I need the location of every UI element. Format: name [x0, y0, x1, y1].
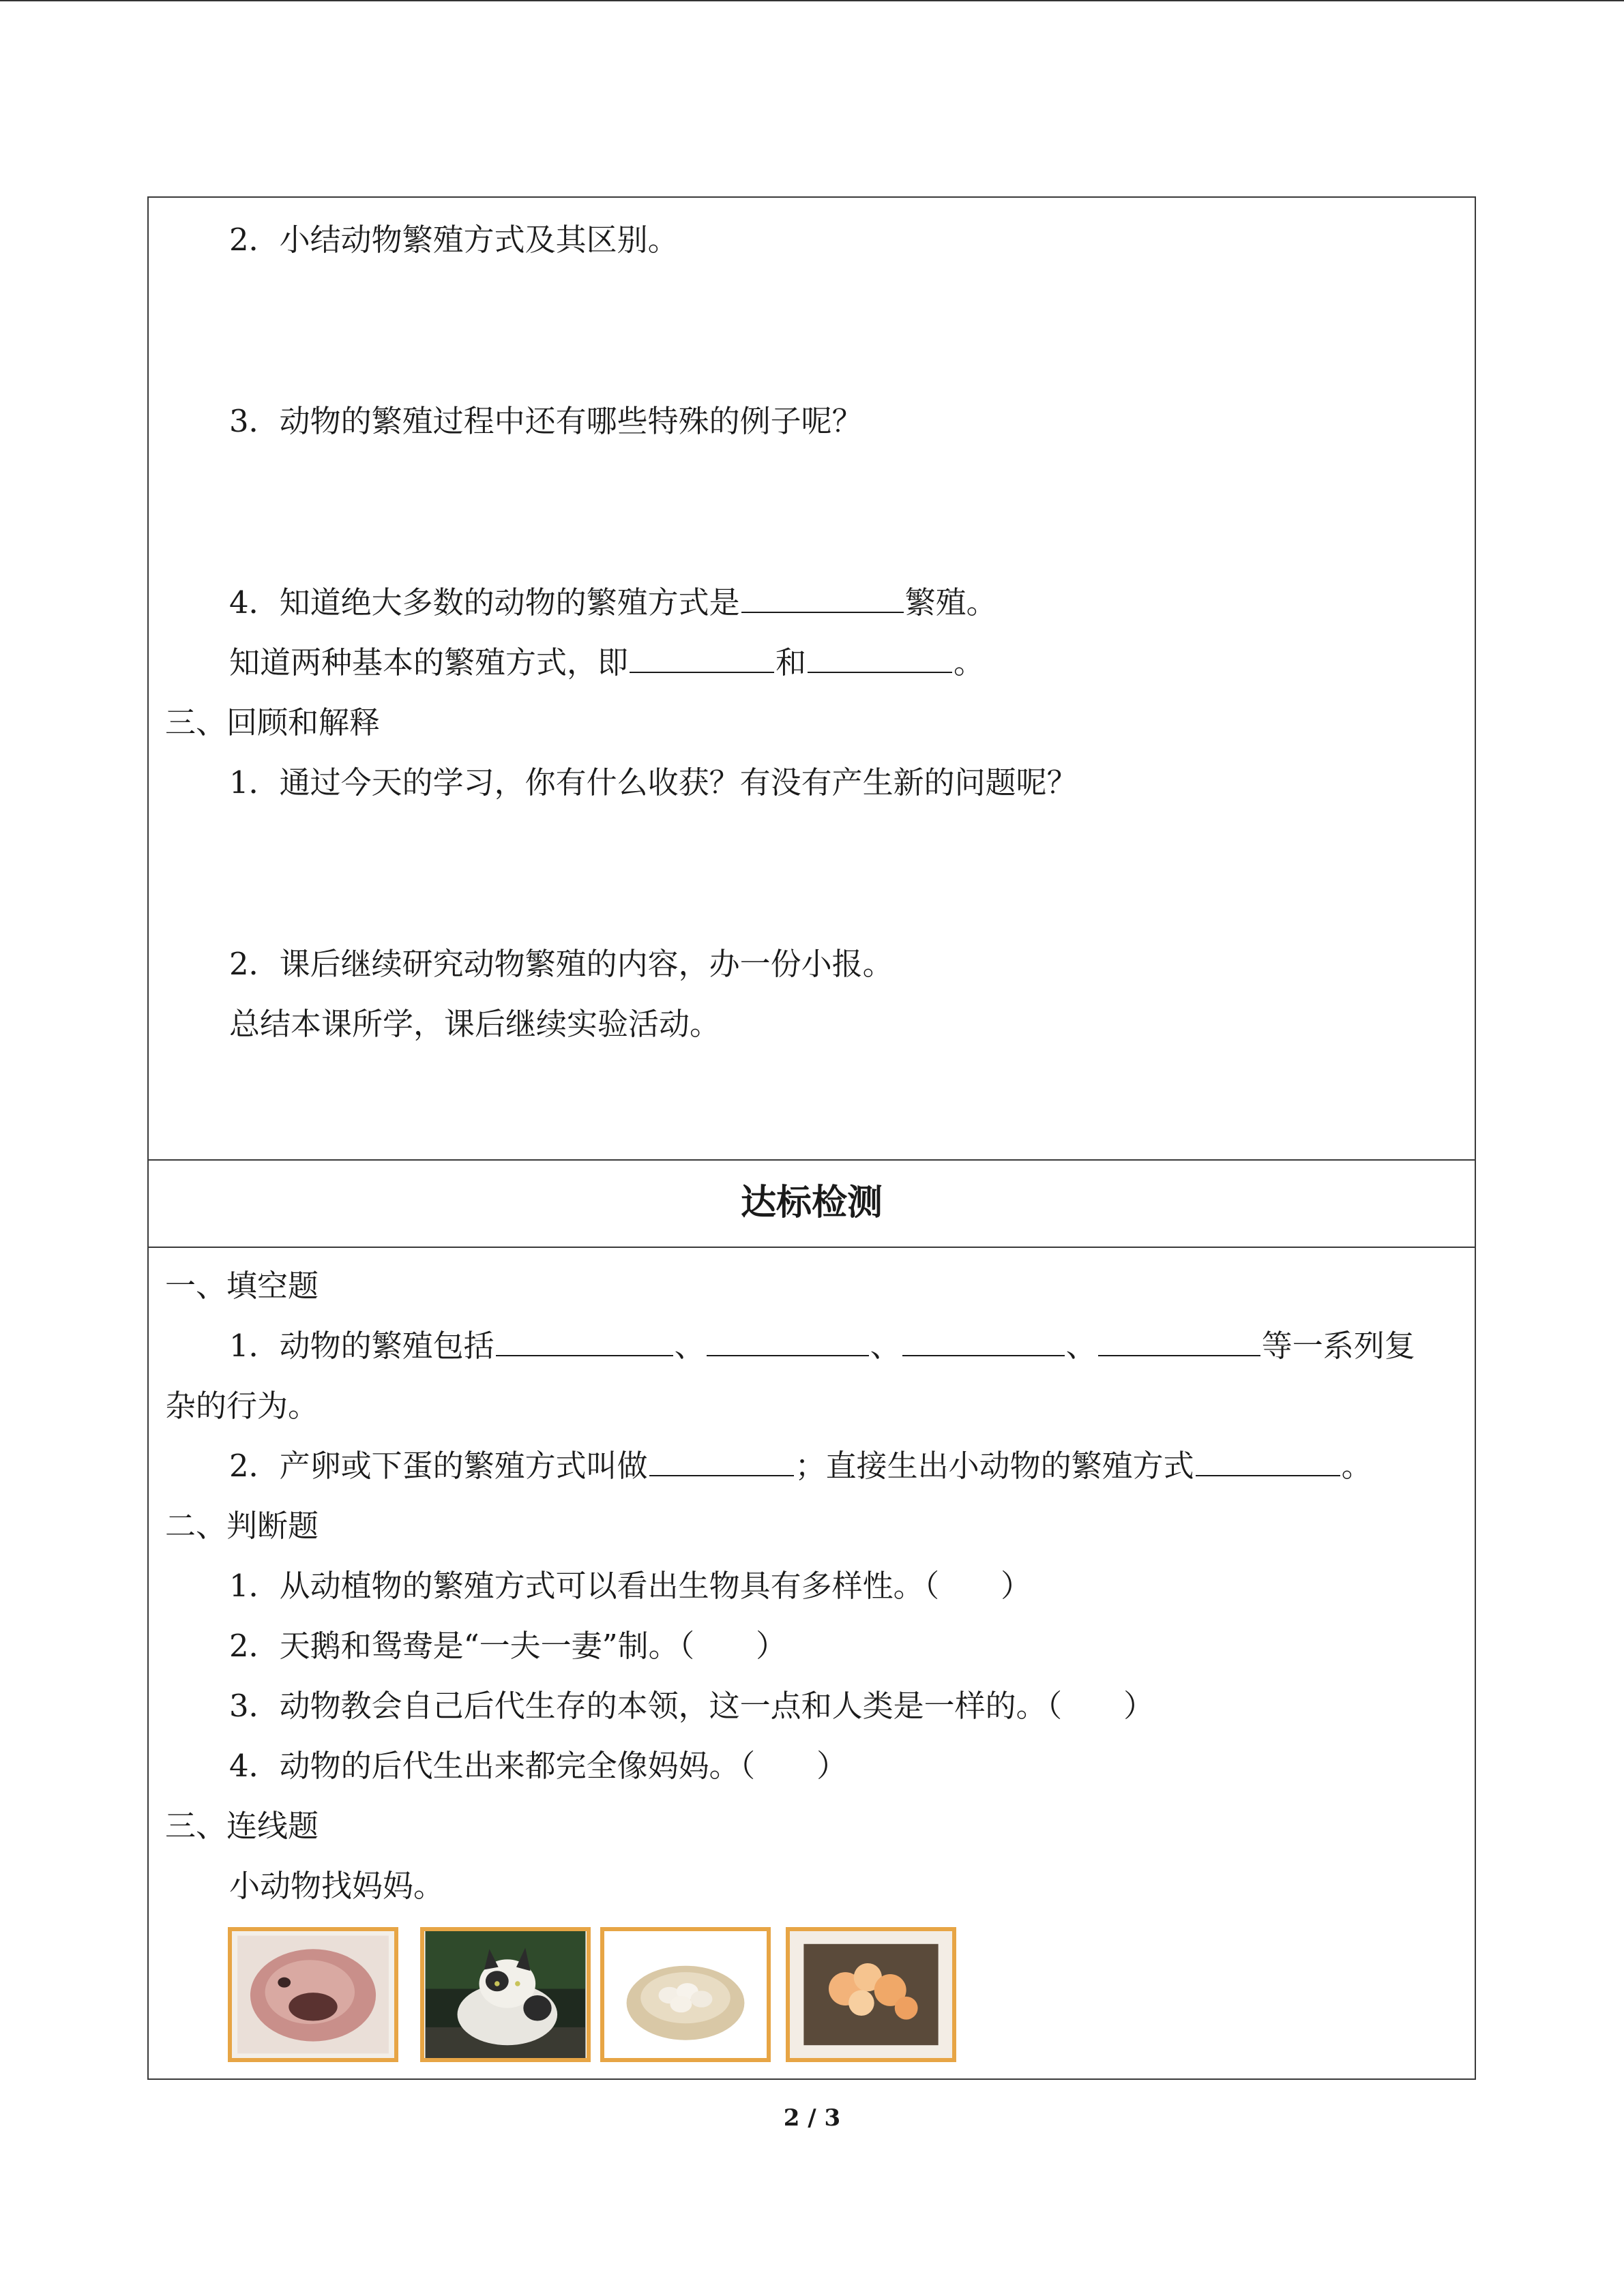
- answer-blank[interactable]: [1196, 1448, 1340, 1476]
- fill-question-1-line2: 杂的行为。: [165, 1388, 319, 1424]
- answer-blank[interactable]: [902, 1328, 1065, 1356]
- worksheet-table: [147, 196, 1476, 2080]
- answer-blank[interactable]: [630, 644, 774, 673]
- separator: 、: [870, 1328, 901, 1364]
- q4-text-b: 繁殖。: [904, 584, 997, 621]
- fill-heading: 一、填空题: [165, 1268, 319, 1304]
- separator: 、: [1065, 1328, 1097, 1364]
- q4-text-d: 和: [776, 644, 807, 681]
- piglet-photo: [228, 1927, 398, 2062]
- table-divider: [149, 1159, 1475, 1161]
- match-heading: 三、连线题: [165, 1808, 319, 1844]
- nest-image-icon: [604, 1931, 767, 2058]
- q4-text-e: 。: [954, 644, 985, 681]
- fill-q2-text-a: 2．产卵或下蛋的繁殖方式叫做: [229, 1448, 648, 1484]
- judge-question-1: 1．从动植物的繁殖方式可以看出生物具有多样性。（ ）: [229, 1568, 1032, 1604]
- part3-question-1: 1．通过今天的学习，你有什么收获？有没有产生新的问题呢？: [229, 764, 1078, 801]
- part3-heading: 三、回顾和解释: [165, 704, 381, 741]
- match-prompt: 小动物找妈妈。: [229, 1868, 445, 1904]
- fill-q1-text-b: 等一系列复: [1261, 1328, 1415, 1364]
- page-number: 2 / 3: [783, 2104, 841, 2132]
- part1-question-3: 3．动物的繁殖过程中还有哪些特殊的例子呢？: [229, 403, 863, 439]
- fill-question-1: [229, 1326, 1415, 1367]
- answer-blank[interactable]: [741, 584, 904, 613]
- judge-heading: 二、判断题: [165, 1508, 319, 1544]
- part1-question-4-line2: [229, 642, 984, 683]
- fill-q1-text-a: 1．动物的繁殖包括: [229, 1328, 494, 1364]
- answer-blank[interactable]: [649, 1448, 794, 1476]
- section-title: 达标检测: [740, 1182, 883, 1223]
- table-divider: [149, 1247, 1475, 1248]
- spawn-image-icon: [790, 1931, 952, 2058]
- judge-question-2: 2．天鹅和鸳鸯是“一夫一妻”制。（ ）: [229, 1628, 787, 1664]
- fill-q2-text-b: ；直接生出小动物的繁殖方式: [795, 1448, 1194, 1484]
- part3-question-2: 2．课后继续研究动物繁殖的内容，办一份小报。: [229, 946, 894, 982]
- judge-question-3: 3．动物教会自己后代生存的本领，这一点和人类是一样的。（ ）: [229, 1688, 1155, 1724]
- part1-question-2: 2．小结动物繁殖方式及其区别。: [229, 222, 679, 258]
- fill-q2-text-c: 。: [1341, 1448, 1372, 1484]
- part1-question-4: [229, 582, 997, 623]
- q4-text-a: 4．知道绝大多数的动物的繁殖方式是: [229, 584, 740, 621]
- judge-question-4: 4．动物的后代生出来都完全像妈妈。（ ）: [229, 1748, 848, 1784]
- fill-question-2: [229, 1446, 1372, 1487]
- cat-photo: [420, 1927, 591, 2062]
- answer-blank[interactable]: [1098, 1328, 1260, 1356]
- separator: 、: [674, 1328, 705, 1364]
- piglet-image-icon: [232, 1931, 394, 2058]
- cat-image-icon: [424, 1931, 587, 2058]
- answer-blank[interactable]: [707, 1328, 869, 1356]
- frog-eggs-photo: [786, 1927, 956, 2062]
- answer-blank[interactable]: [496, 1328, 673, 1356]
- page-top-edge: [0, 0, 1624, 1]
- part3-summary: 总结本课所学，课后继续实验活动。: [229, 1006, 721, 1042]
- nest-eggs-photo: [600, 1927, 771, 2062]
- q4-text-c: 知道两种基本的繁殖方式，即: [229, 644, 629, 681]
- answer-blank[interactable]: [808, 644, 952, 673]
